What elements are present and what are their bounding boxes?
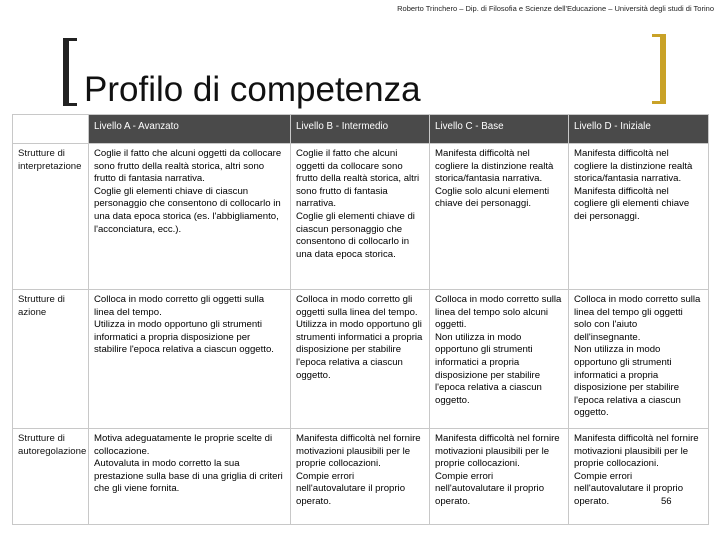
cell-text: Coglie il fatto che alcuni oggetti da collocare sono frutto della realtà storica, altri sono frutto di fantasia narrativa. (296, 148, 420, 210)
table-cell (89, 429, 291, 525)
cell-text: Colloca in modo corretto gli oggetti sulla linea del tempo. (296, 294, 418, 318)
row-header-azione: Strutture di azione (13, 290, 89, 429)
cell-text: Coglie il fatto che alcuni oggetti da collocare sono frutto della realtà storica, altri sono frutto di fantasia narrativa. (94, 148, 282, 185)
cell-text: Utilizza in modo opportuno gli strumenti informatici a propria disposizione per stabilire l'epoca relativa a ciascun oggetto. (296, 319, 423, 381)
table-cell (430, 290, 569, 429)
cell-text: Manifesta difficoltà nel fornire motivazioni plausibili per le proprie collocazioni. (296, 433, 421, 470)
row-header-autoregolazione: Strutture di autoregolazione (13, 429, 89, 525)
title-bracket-right (652, 34, 666, 104)
cell-text: Coglie gli elementi chiave di ciascun personaggio che consentono di collocarlo in una data epoca storica. (296, 210, 415, 260)
competence-table (12, 114, 709, 525)
row-header-interpretazione: Strutture di interpretazione (13, 144, 89, 290)
title-bracket-left (63, 38, 77, 106)
column-header-level-c: Livello C - Base (430, 115, 569, 144)
table-row (13, 429, 709, 525)
table-cell (569, 290, 709, 429)
author-credit: Roberto Trinchero – Dip. di Filosofia e Scienze dell'Educazione – Università degli studi di Torino (397, 4, 714, 13)
cell-text: Manifesta difficoltà nel cogliere la distinzione realtà storica/fantasia narrativa. (435, 148, 554, 185)
cell-text: Manifesta difficoltà nel cogliere la distinzione realtà storica/fantasia narrativa. (574, 148, 693, 185)
page-title: Profilo di competenza (84, 70, 421, 109)
cell-text: Compie errori nell'autovalutare il proprio operato. (574, 470, 684, 507)
table-row (13, 144, 709, 290)
cell-text: Colloca in modo corretto gli oggetti sulla linea del tempo. (94, 294, 265, 318)
cell-text: Colloca in modo corretto sulla linea del tempo solo alcuni oggetti. (435, 294, 562, 331)
cell-text: Colloca in modo corretto sulla linea del tempo gli oggetti solo con l'aiuto dell'insegnante. (574, 294, 701, 343)
cell-text: Utilizza in modo opportuno gli strumenti informatici a propria disposizione per stabilire l'epoca relativa a ciascun oggetto. (94, 319, 274, 356)
cell-text: Non utilizza in modo opportuno gli strumenti informatici a propria disposizione per stabilire l'epoca relativa a ciascun oggetto. (574, 344, 681, 419)
cell-text: Autovaluta in modo corretto la sua prestazione sulla base di una griglia di criteri che gli viene fornita. (94, 458, 283, 495)
cell-text: Manifesta difficoltà nel cogliere gli elementi chiave dei personaggi. (574, 185, 690, 222)
table-cell (430, 429, 569, 525)
cell-text: Compie errori nell'autovalutare il proprio operato. (435, 470, 545, 507)
table-corner-cell (13, 115, 89, 144)
cell-text: Non utilizza in modo opportuno gli strumenti informatici a propria disposizione per stabilire l'epoca relativa a ciascun oggetto. (435, 331, 542, 406)
table-cell (89, 290, 291, 429)
table-cell (569, 144, 709, 290)
table-cell (291, 290, 430, 429)
cell-text: Motiva adeguatamente le proprie scelte di collocazione. (94, 433, 273, 457)
column-header-level-d: Livello D - Iniziale (569, 115, 709, 144)
table-cell (569, 429, 709, 525)
table-cell (430, 144, 569, 290)
table-cell (291, 144, 430, 290)
table-cell (291, 429, 430, 525)
cell-text: Coglie gli elementi chiave di ciascun personaggio che consentono di collocarlo in una data epoca storica (es. l'abbigliamento, l'acconciatura, ecc.). (94, 185, 281, 235)
table-header-row (13, 115, 709, 144)
cell-text: Compie errori nell'autovalutare il proprio operato. (296, 470, 406, 507)
cell-text: Manifesta difficoltà nel fornire motivazioni plausibili per le proprie collocazioni. (435, 433, 560, 470)
column-header-level-b: Livello B - Intermedio (291, 115, 430, 144)
cell-text: Manifesta difficoltà nel fornire motivazioni plausibili per le proprie collocazioni. (574, 433, 699, 470)
slide-number: 56 (661, 496, 672, 507)
table-row (13, 290, 709, 429)
cell-text: Coglie solo alcuni elementi chiave dei personaggi. (435, 185, 550, 210)
table-cell (89, 144, 291, 290)
column-header-level-a: Livello A - Avanzato (89, 115, 291, 144)
